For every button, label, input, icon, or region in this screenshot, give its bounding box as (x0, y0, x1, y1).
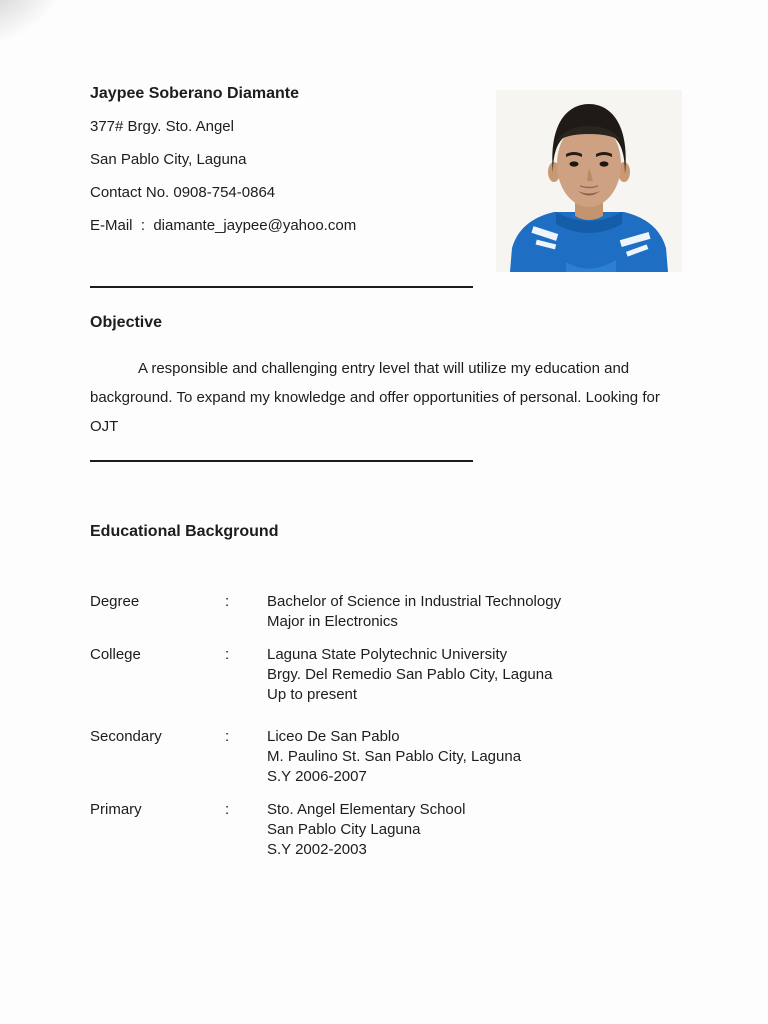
section-divider-middle (90, 460, 473, 462)
education-heading: Educational Background (90, 523, 279, 540)
contact-block (90, 86, 490, 251)
section-divider-top (90, 286, 473, 288)
objective-text: A responsible and challenging entry level that will utilize my education and background. To expand my knowledge and offer opportunities of personal. Looking for OJT (90, 360, 660, 435)
education-value-line: Up to present (267, 686, 358, 703)
education-row-label: Secondary (90, 728, 162, 745)
education-value-line: Laguna State Polytechnic University (267, 646, 508, 663)
scan-corner-shadow (0, 0, 66, 46)
education-row-college (90, 645, 702, 705)
applicant-photo (496, 90, 682, 272)
education-row-value (267, 645, 702, 705)
education-value-line: Sto. Angel Elementary School (267, 801, 466, 818)
education-row-label: Primary (90, 801, 142, 818)
email-line: E-Mail : diamante_jaypee@yahoo.com (90, 217, 357, 234)
education-row-separator: : (225, 593, 230, 610)
education-value-line: San Pablo City Laguna (267, 821, 421, 838)
education-row-degree (90, 592, 702, 632)
education-value-line: Bachelor of Science in Industrial Technology (267, 593, 562, 610)
education-row-separator: : (225, 801, 230, 818)
education-row-separator: : (225, 646, 230, 663)
education-value-line: Liceo De San Pablo (267, 728, 400, 745)
education-table (90, 592, 702, 860)
applicant-photo-illustration (496, 90, 682, 272)
objective-section (90, 313, 682, 441)
education-row-value (267, 592, 702, 632)
education-row-value (267, 800, 702, 860)
address-line-2: San Pablo City, Laguna (90, 151, 247, 168)
education-value-line: M. Paulino St. San Pablo City, Laguna (267, 748, 522, 765)
objective-heading: Objective (90, 314, 163, 331)
education-row-secondary (90, 727, 702, 787)
address-line-1: 377# Brgy. Sto. Angel (90, 118, 234, 135)
education-row-primary (90, 800, 702, 860)
education-value-line: Major in Electronics (267, 613, 398, 630)
applicant-name: Jaypee Soberano Diamante (90, 85, 299, 102)
education-section (90, 522, 702, 873)
education-value-line: Brgy. Del Remedio San Pablo City, Laguna (267, 666, 553, 683)
education-row-label: College (90, 646, 141, 663)
education-row-value (267, 727, 702, 787)
contact-number: Contact No. 0908-754-0864 (90, 184, 276, 201)
education-row-label: Degree (90, 593, 140, 610)
education-value-line: S.Y 2002-2003 (267, 841, 367, 858)
education-row-separator: : (225, 728, 230, 745)
education-value-line: S.Y 2006-2007 (267, 768, 367, 785)
